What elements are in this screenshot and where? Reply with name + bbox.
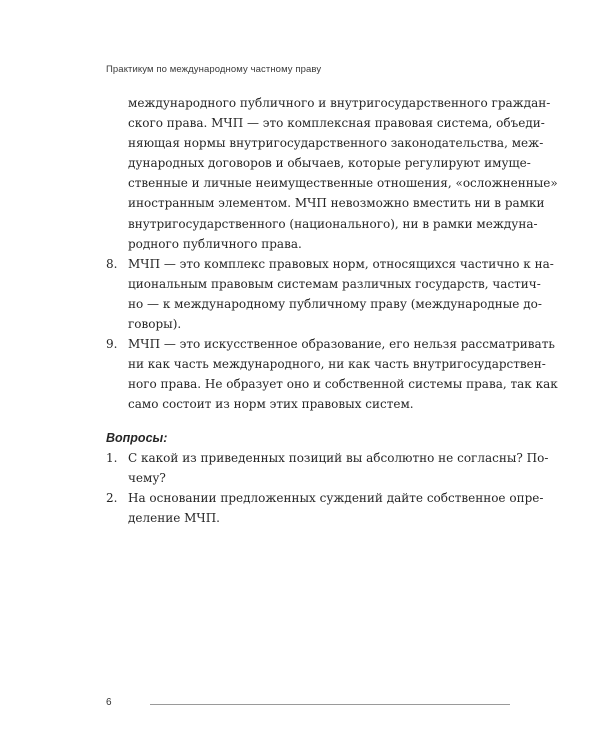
list-item-9 <box>106 334 558 414</box>
text-line: С какой из приведенных позиций вы абсолютно не согласны? По- <box>128 450 549 465</box>
text-line: родного публичного права. <box>128 236 302 251</box>
list-number: 8. <box>106 256 118 271</box>
text-line: МЧП — это комплекс правовых норм, относящихся частично к на- <box>128 256 554 271</box>
continuation-paragraph <box>106 93 558 254</box>
section-spacer <box>106 415 526 428</box>
text-line: иностранным элементом. МЧП невозможно вместить ни в рамки <box>128 196 545 211</box>
text-line: международного публичного и внутригосударственного граждан- <box>128 96 551 110</box>
page-number: 6 <box>106 697 112 708</box>
footer-rule <box>150 704 510 705</box>
text-line: внутригосударственного (национального), ни в рамки междуна- <box>128 216 538 231</box>
text-line: говоры). <box>128 317 182 332</box>
list-number: 9. <box>106 337 118 352</box>
list-item-8 <box>106 254 554 334</box>
text-line: чему? <box>128 470 166 485</box>
text-line: ского права. МЧП — это комплексная правовая система, объеди- <box>128 116 545 131</box>
text-line: МЧП — это искусственное образование, его нельзя рассматривать <box>128 337 555 352</box>
question-item-1 <box>106 448 549 488</box>
text-line: ного права. Не образует оно и собственной системы права, так как <box>128 377 558 392</box>
text-line: ни как часть международного, ни как часть внутригосударствен- <box>128 357 546 372</box>
page-body <box>106 93 558 528</box>
questions-section <box>106 428 549 528</box>
text-line: но — к международному публичному праву (международные до- <box>128 296 542 311</box>
text-line: На основании предложенных суждений дайте собственное опре- <box>128 490 544 505</box>
running-header: Практикум по международному частному праву <box>106 64 322 75</box>
text-line: няющая нормы внутригосударственного законодательства, меж- <box>128 136 544 151</box>
text-line: дународных договоров и обычаев, которые регулируют имуще- <box>128 156 531 171</box>
text-line: деление МЧП. <box>128 510 220 525</box>
questions-heading: Вопросы: <box>106 430 168 445</box>
list-number: 1. <box>106 450 118 465</box>
question-item-2 <box>106 488 544 528</box>
list-number: 2. <box>106 490 118 505</box>
text-line: циональным правовым системам различных государств, частич- <box>128 276 541 291</box>
text-line: ственные и личные неимущественные отношения, «осложненные» <box>128 176 558 191</box>
text-line: само состоит из норм этих правовых систем. <box>128 397 414 412</box>
